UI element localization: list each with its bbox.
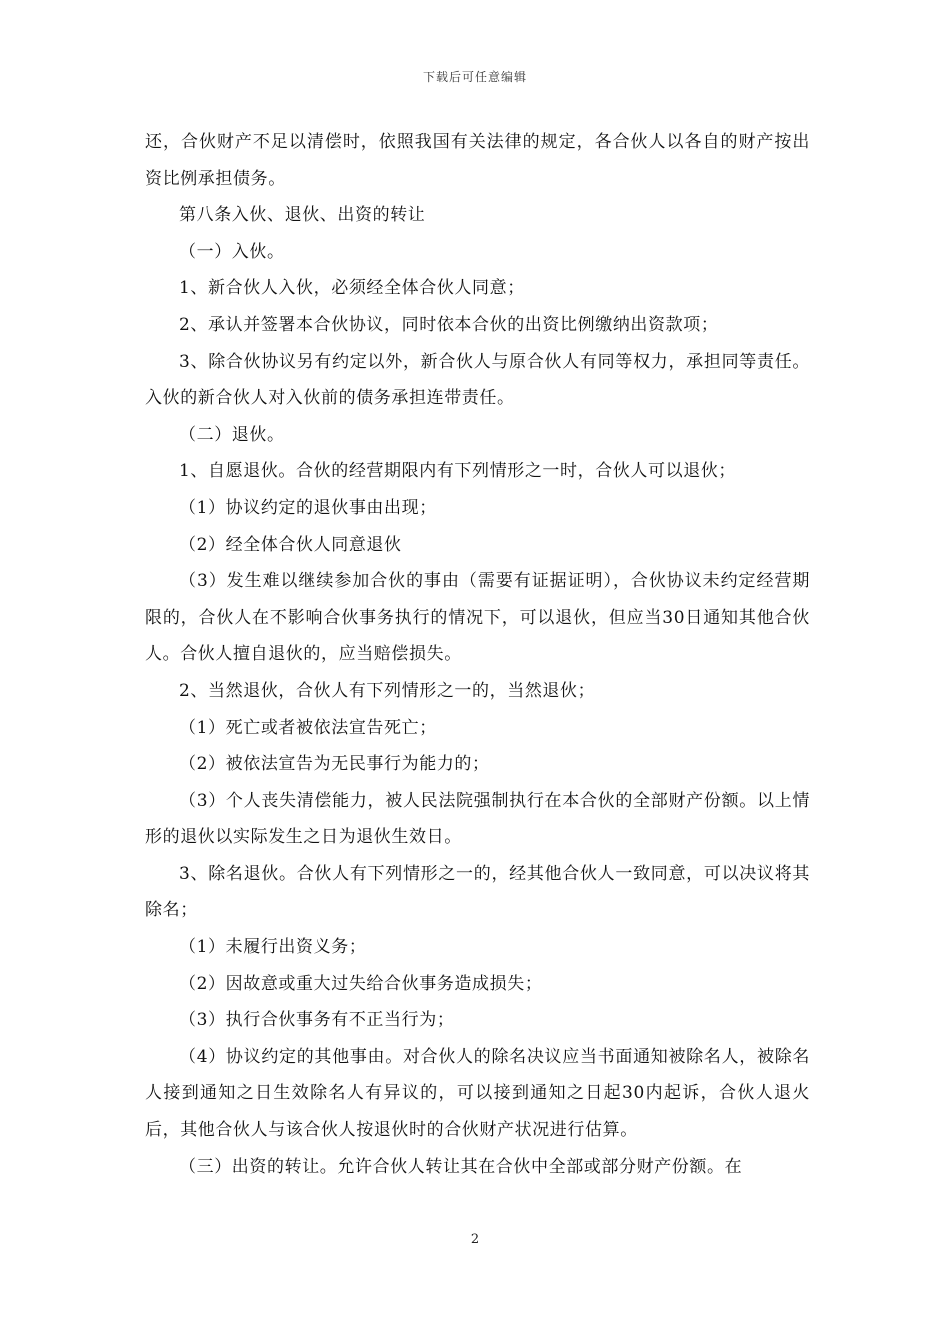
admission-item-2: 2、承认并签署本合伙协议，同时依本合伙的出资比例缴纳出资款项； (179, 314, 719, 335)
automatic-withdrawal-case-3: （3）个人丧失清偿能力，被人民法院强制执行在本合伙的全部财产份额。以上情形的退伙以实际发生之日为退伙生效日。 (145, 790, 810, 848)
automatic-withdrawal: 2、当然退伙，合伙人有下列情形之一的，当然退伙； (179, 680, 596, 701)
automatic-withdrawal-case-1: （1）死亡或者被依法宣告死亡； (179, 717, 437, 738)
section-admission-heading: （一）入伙。 (179, 241, 285, 262)
voluntary-withdrawal: 1、自愿退伙。合伙的经营期限内有下列情形之一时，合伙人可以退伙； (179, 461, 737, 482)
expulsion-case-4: （4）协议约定的其他事由。对合伙人的除名决议应当书面通知被除名人，被除名人接到通知之日生效除名人有异议的，可以接到通知之日起30内起诉，合伙人退火后，其他合伙人与该合伙人按退伙时的合伙财产状况进行估算。 (145, 1046, 810, 1141)
voluntary-withdrawal-case-1: （1）协议约定的退伙事由出现； (179, 497, 437, 518)
expulsion-case-1: （1）未履行出资义务； (179, 937, 367, 958)
page-number: 2 (470, 1232, 480, 1247)
expulsion-withdrawal: 3、除名退伙。合伙人有下列情形之一的，经其他合伙人一致同意，可以决议将其除名； (145, 863, 810, 921)
page-header: 下载后可任意编辑 (422, 70, 527, 84)
section-transfer-heading: （三）出资的转让。允许合伙人转让其在合伙中全部或部分财产份额。在 (179, 1156, 743, 1177)
voluntary-withdrawal-case-2: （2）经全体合伙人同意退伙 (179, 534, 402, 555)
admission-item-3: 3、除合伙协议另有约定以外，新合伙人与原合伙人有同等权力，承担同等责任。入伙的新合伙人对入伙前的债务承担连带责任。 (145, 351, 810, 409)
expulsion-case-2: （2）因故意或重大过失给合伙事务造成损失； (179, 973, 543, 994)
section-withdrawal-heading: （二）退伙。 (179, 424, 285, 445)
automatic-withdrawal-case-2: （2）被依法宣告为无民事行为能力的； (179, 754, 490, 775)
document-body (145, 124, 810, 1185)
voluntary-withdrawal-case-3: （3）发生难以继续参加合伙的事由（需要有证据证明），合伙协议未约定经营期限的，合伙人在不影响合伙事务执行的情况下，可以退伙，但应当30日通知其他合伙人。合伙人擅自退伙的，应当赔偿损失。 (145, 571, 810, 665)
article-8-heading: 第八条入伙、退伙、出资的转让 (179, 205, 426, 226)
admission-item-1: 1、新合伙人入伙，必须经全体合伙人同意； (179, 278, 525, 299)
expulsion-case-3: （3）执行合伙事务有不正当行为； (179, 1010, 455, 1031)
paragraph-continuation: 还，合伙财产不足以清偿时，依照我国有关法律的规定，各合伙人以各自的财产按出资比例承担债务。 (145, 132, 810, 189)
